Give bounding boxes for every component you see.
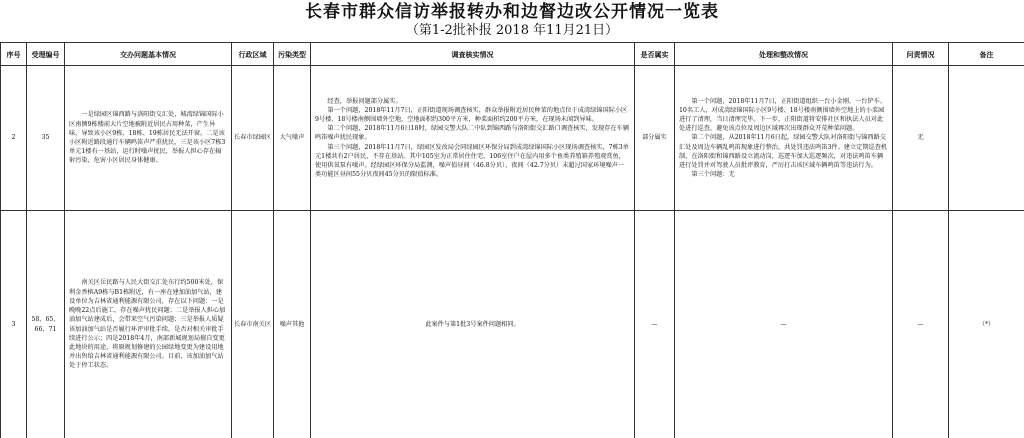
cell-accountability: 无 [893, 66, 949, 211]
cell-verified: 部分属实 [635, 66, 675, 211]
col-header-pollution: 污染类型 [274, 43, 311, 66]
col-header-issue: 交办问题基本情况 [65, 43, 232, 66]
cell-investigation: 此案件与第1批3号案件问题相同。 [311, 211, 635, 438]
cell-case-no: 58、65、66、71 [27, 211, 65, 438]
table-header-row [1, 43, 1024, 66]
cell-verified: — [635, 211, 675, 438]
col-header-verified: 是否属实 [635, 43, 675, 66]
cell-accountability: — [893, 211, 949, 438]
cell-issue: 一是绿园区锦西路与洛阳街交汇处，城湾绿锦国际小区南侧9栋楼前大片空地被附近居民占用种菜，产生异味，导致该小区9栋、18栋、19栋居民无法开窗。二是该小区附近路段通行车辆鸣笛声严重扰民，三是该小区7栋3单元1楼有一基站，运行时噪声扰民，举报人担心存在辐射污染，危害小区居民身体健康。 [65, 66, 232, 211]
investigation-paragraph: 第一个问题，2018年11月7日，正阳街道现场调查核实，群众举报附近居民种菜的地点位于成湾绿锦国际小区9号楼、18号楼南侧围墙外空地，空地面积约300平方米，种菜面积约200平方米，在现场未闻到异味。 [315, 106, 628, 123]
cell-pollution: 大气噪声 [274, 66, 311, 211]
investigation-paragraph: 第二个问题，2018年11月6日18时，绿园交警大队二中队到锦西路与洛阳街交汇路口调查核实，发现存在车辆鸣笛噪声扰民现象。 [315, 125, 629, 142]
handling-paragraph: 第二个问题，从2018年11月6日起，绿园交警大队对洛阳街与锦西路交汇处及周边车辆乱鸣笛现象进行整治，共处罚违法鸣笛3件。建立定期巡查机制，在洛阳街和锦西路设立流动岗，巡逻车加大巡逻频次，对违法鸣笛车辆进行处罚并对驾驶人员批评教育，严厉打击该区域车辆鸣笛等违法行为。 [679, 134, 888, 169]
col-header-handling: 处理和整改情况 [675, 43, 893, 66]
investigation-paragraph: 第三个问题，2018年11月7日，绿园区发改局会同绿园区环保分局到成湾绿锦国际小区现场调查核实，7栋3单元1楼共有2户居民，不存在基站。其中105室为正常居住住宅，106室住户在屋内用多个鱼类养殖箱养殖观赏鱼，使用供氧泵有噪声。经绿园区环保分局监测，噪声值昼间（46.8分贝），夜间（42.7分贝）未超过国家环境噪声一类功能区昼间55分贝夜间45分贝的限值标准。 [315, 143, 629, 179]
cell-handling: — [675, 211, 893, 438]
cell-remark [949, 66, 1024, 211]
handling-paragraph: 第三个问题：无 [691, 171, 735, 179]
page-title: 长春市群众信访举报转办和边督边改公开情况一览表 [305, 2, 719, 22]
cell-remark: （*） [949, 211, 1024, 438]
col-header-investigation: 调查核实情况 [311, 43, 635, 66]
cell-district: 长春市南关区 [232, 211, 274, 438]
cell-issue: 南关区岳民路与人民大街交汇处东行约500米处，保利金香槟A9栋与B1栋附近，有一座在建加油加气站，建设单位为吉林省通利能源有限公司，存在以下问题：一是晚晚22点后施工，存在噪声扰民问题；二是举报人担心加油加气站建成后，会带来空气污染问题；三是举报人质疑该加油加气站是否履行环评审批手续，是否对相关审批手续进行公示；四是2018年4月，南部新城规划局擅自变更此地块的用途，将原规划修建的公园绿地变更为建设用地并出售给吉林省通利能源有限公司。目前，该加油加气站处于停工状态。 [65, 211, 232, 438]
disclosure-table [0, 42, 1024, 438]
col-header-remark: 备注 [949, 43, 1024, 66]
cell-seq: 2 [1, 66, 27, 211]
col-header-accountability: 问责情况 [893, 43, 949, 66]
cell-seq: 3 [1, 211, 27, 438]
cell-investigation [311, 66, 635, 211]
investigation-paragraph: 经查，举报问题部分属实。 [327, 97, 402, 105]
col-header-district: 行政区域 [232, 43, 274, 66]
col-header-seq: 序号 [1, 43, 27, 66]
table-row [1, 211, 1024, 438]
table-row [1, 66, 1024, 211]
cell-pollution: 噪声其他 [274, 211, 311, 438]
page-subtitle: （第1-2批补报 2018 年11月21日） [405, 23, 619, 38]
cell-district: 长春市绿园区 [232, 66, 274, 211]
cell-handling [675, 66, 893, 211]
cell-case-no: 35 [27, 66, 65, 211]
col-header-case-no: 受理编号 [27, 43, 65, 66]
handling-paragraph: 第一个问题，2018年11月7日，正阳街道组织一台小金刚、一台铲车、10名工人，对成湾绿锦国际小区9号楼、18号楼南侧围墙外空地上的小菜园进行了清理，当日清理完毕。下一步，正阳街道将安排社区和执法人员对此处进行巡查，避免该点位及周边区域再次出现群众开荒种菜问题。 [679, 97, 887, 133]
